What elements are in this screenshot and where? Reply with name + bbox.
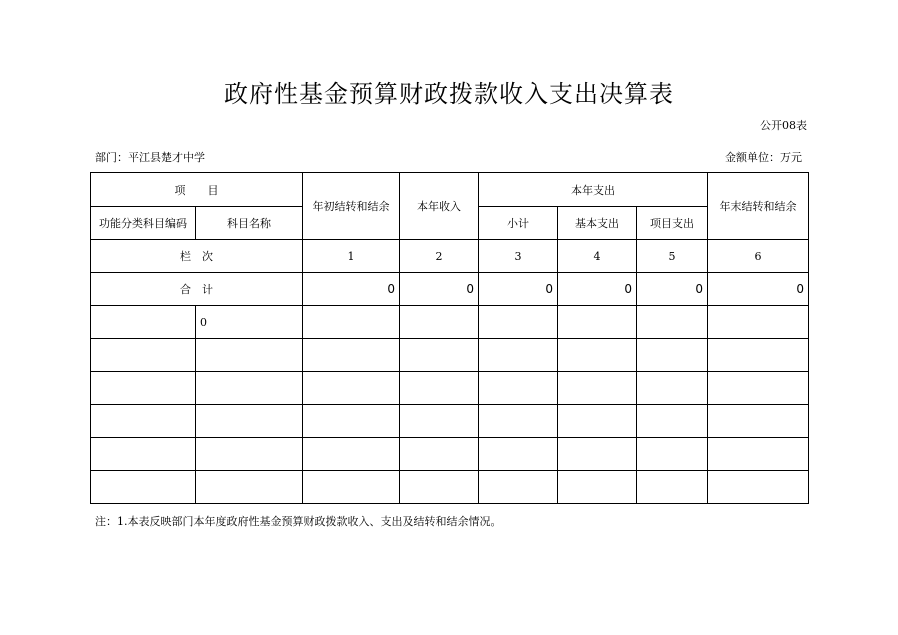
column-number: 6 [708, 240, 809, 273]
func-code-cell [91, 405, 196, 438]
func-code-cell [91, 471, 196, 504]
column-number-label: 栏 次 [91, 240, 303, 273]
value-cell [303, 339, 400, 372]
value-cell [303, 471, 400, 504]
value-cell [479, 339, 558, 372]
total-label: 合 计 [91, 273, 303, 306]
value-cell [708, 405, 809, 438]
footnote: 注：1.本表反映部门本年度政府性基金预算财政拨款收入、支出及结转和结余情况。 [95, 515, 502, 528]
header-opening-balance: 年初结转和结余 [303, 173, 400, 240]
table-row [91, 405, 809, 438]
value-cell [637, 339, 708, 372]
total-value: 0 [303, 273, 400, 306]
total-value: 0 [708, 273, 809, 306]
func-code-cell [91, 339, 196, 372]
value-cell [303, 306, 400, 339]
value-cell [479, 306, 558, 339]
value-cell [558, 405, 637, 438]
total-value: 0 [637, 273, 708, 306]
value-cell [558, 306, 637, 339]
value-cell [303, 372, 400, 405]
value-cell [708, 339, 809, 372]
value-cell [637, 471, 708, 504]
department-label: 部门：平江县楚才中学 [95, 151, 205, 164]
subject-name-cell [196, 438, 303, 471]
subject-name-cell [196, 339, 303, 372]
value-cell [400, 471, 479, 504]
column-number: 4 [558, 240, 637, 273]
value-cell [400, 372, 479, 405]
func-code-cell [91, 438, 196, 471]
column-number: 2 [400, 240, 479, 273]
value-cell [558, 339, 637, 372]
table-row [91, 471, 809, 504]
value-cell [558, 471, 637, 504]
value-cell [637, 438, 708, 471]
value-cell [708, 306, 809, 339]
value-cell [479, 372, 558, 405]
table-row [91, 306, 809, 339]
table-row [91, 438, 809, 471]
table-row [91, 372, 809, 405]
header-row-1 [91, 173, 809, 207]
func-code-cell [91, 372, 196, 405]
value-cell [708, 372, 809, 405]
column-number: 3 [479, 240, 558, 273]
header-subject-name: 科目名称 [196, 207, 303, 240]
page-title: 政府性基金预算财政拨款收入支出决算表 [224, 80, 674, 108]
budget-table [90, 172, 809, 504]
value-cell [400, 339, 479, 372]
value-cell [479, 471, 558, 504]
value-cell [303, 438, 400, 471]
value-cell [708, 471, 809, 504]
value-cell [558, 372, 637, 405]
form-number: 公开08表 [760, 119, 807, 132]
value-cell [708, 438, 809, 471]
value-cell [479, 405, 558, 438]
table-row [91, 339, 809, 372]
header-closing-balance: 年末结转和结余 [708, 173, 809, 240]
subject-name-cell [196, 405, 303, 438]
column-number-row [91, 240, 809, 273]
total-value: 0 [479, 273, 558, 306]
value-cell [400, 438, 479, 471]
total-value: 0 [558, 273, 637, 306]
value-cell [558, 438, 637, 471]
header-current-income: 本年收入 [400, 173, 479, 240]
total-row [91, 273, 809, 306]
column-number: 1 [303, 240, 400, 273]
value-cell [637, 372, 708, 405]
subject-name-cell: 0 [196, 306, 303, 339]
subject-name-cell [196, 372, 303, 405]
total-value: 0 [400, 273, 479, 306]
header-subtotal: 小计 [479, 207, 558, 240]
func-code-cell [91, 306, 196, 339]
header-current-expense: 本年支出 [479, 173, 708, 207]
value-cell [400, 306, 479, 339]
value-cell [637, 405, 708, 438]
header-item: 项 目 [91, 173, 303, 207]
value-cell [303, 405, 400, 438]
value-cell [479, 438, 558, 471]
header-project-expense: 项目支出 [637, 207, 708, 240]
subject-name-cell [196, 471, 303, 504]
amount-unit-label: 金额单位：万元 [725, 151, 802, 164]
column-number: 5 [637, 240, 708, 273]
header-basic-expense: 基本支出 [558, 207, 637, 240]
value-cell [400, 405, 479, 438]
header-func-code: 功能分类科目编码 [91, 207, 196, 240]
value-cell [637, 306, 708, 339]
